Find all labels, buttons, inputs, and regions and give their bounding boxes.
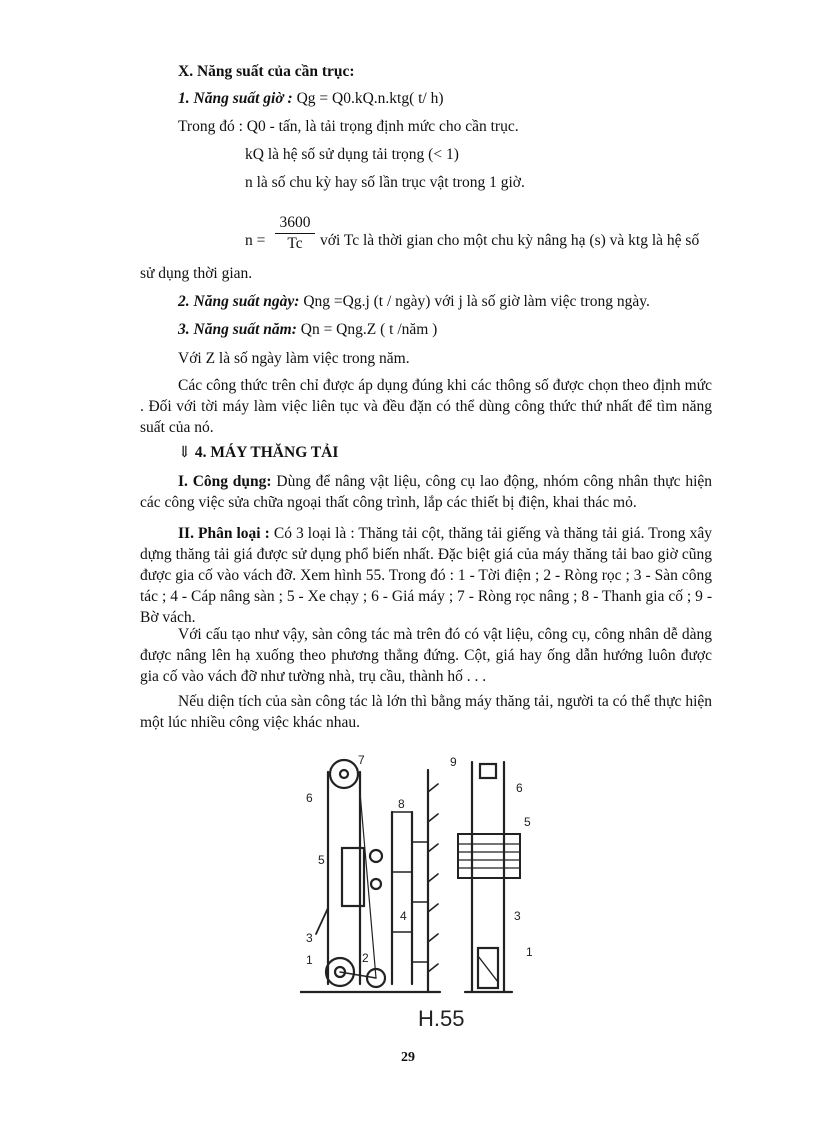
hoist-figure [300, 752, 546, 1034]
section-heading-x: X. Năng suất của cần trục: [178, 63, 355, 80]
daily-label: 2. Năng suất ngày: [178, 293, 300, 310]
note-paragraph: Các công thức trên chỉ được áp dụng đúng khi các thông số được chọn theo định mức . Đối với tời máy làm việc liên tục và đều đặn có thể dùng công thức thứ nhất để tìm năng suất của nó. [140, 377, 712, 436]
figure-side-label-5: 5 [524, 815, 531, 829]
n-explanation: với Tc là thời gian cho một chu kỳ nâng hạ (s) và ktg là hệ số [320, 232, 700, 249]
yearly-line [178, 320, 437, 340]
figure-side-label-6: 6 [516, 781, 523, 795]
down-arrow-icon: ⇓ [178, 444, 191, 461]
figure-label-4: 4 [400, 909, 407, 923]
yearly-label: 3. Năng suất năm: [178, 321, 297, 338]
n-numerator: 3600 [275, 213, 315, 234]
figure-side-label-1: 1 [526, 945, 533, 959]
n-explanation-cont: sử dụng thời gian. [140, 265, 253, 282]
figure-label-9: 9 [450, 755, 457, 769]
page-number: 29 [401, 1050, 415, 1065]
daily-formula: Qng =Qg.j (t / ngày) với j là số giờ làm việc trong ngày. [303, 293, 650, 310]
figure-labels [306, 753, 533, 1031]
structure-paragraph: Với cấu tạo như vậy, sàn công tác mà trên đó có vật liệu, công cụ, công nhân dễ dàng được nâng lên hạ xuống theo phương thẳng đứng. Cột, giá hay ống dẫn hướng luôn được gia cố vào vách đỡ như tường nhà, trụ cầu, thành hố . . . [140, 626, 712, 685]
z-definition: Với Z là số ngày làm việc trong năm. [178, 350, 410, 367]
figure-label-8: 8 [398, 797, 405, 811]
hoist-side-view [300, 760, 440, 992]
where-intro: Trong đó : Q0 - tấn, là tải trọng định mức cho cần trục. [178, 118, 519, 135]
figure-caption: H.55 [418, 1006, 465, 1031]
n-denominator: Tc [287, 235, 303, 252]
figure-label-7: 7 [358, 753, 365, 767]
hourly-formula: Qg = Q0.kQ.n.ktg( t/ h) [296, 90, 444, 107]
daily-line [178, 292, 650, 312]
kq-definition: kQ là hệ số sử dụng tải trọng (< 1) [245, 146, 459, 163]
hourly-label: 1. Năng suất giờ : [178, 90, 293, 107]
figure-label-5: 5 [318, 853, 325, 867]
section4-title: 4. MÁY THĂNG TẢI [194, 444, 339, 461]
area-paragraph: Nếu diện tích của sàn công tác là lớn thì bằng máy thăng tải, người ta có thể thực hiện một lúc nhiều công việc khác nhau. [140, 693, 712, 731]
hoist-front-view [458, 762, 520, 992]
n-fraction [275, 213, 315, 254]
figure-label-3: 3 [306, 931, 313, 945]
figure-label-2: 2 [362, 951, 369, 965]
classification-label: II. Phân loại : [178, 525, 270, 542]
usage-label: I. Công dụng: [178, 473, 272, 490]
figure-label-6: 6 [306, 791, 313, 805]
yearly-formula: Qn = Qng.Z ( t /năm ) [300, 321, 438, 338]
usage-text: Dùng để nâng vật liệu, công cụ lao động, nhóm công nhân thực hiện các công việc sửa chữa ngoại thất công trình, lắp các thiết bị điện, khai thác mỏ. [140, 473, 713, 511]
usage-paragraph [140, 471, 712, 513]
figure-label-1: 1 [306, 953, 313, 967]
classification-paragraph [140, 523, 712, 628]
classification-text: Có 3 loại là : Thăng tải cột, thăng tải giếng và thăng tải giá. Trong xây dựng thăng tải giá được sử dụng phổ biến nhất. Đặc biệt giá của máy thăng tải bao giờ cũng được gia cố vào vách đỡ. Xem hình 55. Trong đó : 1 - Tời điện ; 2 - Ròng rọc ; 3 - Sàn công tác ; 4 - Cáp nâng sàn ; 5 - Xe chạy ; 6 - Giá máy ; 7 - Ròng rọc nâng ; 8 - Thanh gia cố ; 9 - Bờ vách. [140, 525, 712, 626]
section-heading-4 [178, 443, 338, 463]
figure-side-label-3: 3 [514, 909, 521, 923]
n-definition: n là số chu kỳ hay số lần trục vật trong 1 giờ. [245, 174, 525, 191]
hourly-line [178, 89, 444, 109]
n-equals: n = [245, 232, 266, 249]
